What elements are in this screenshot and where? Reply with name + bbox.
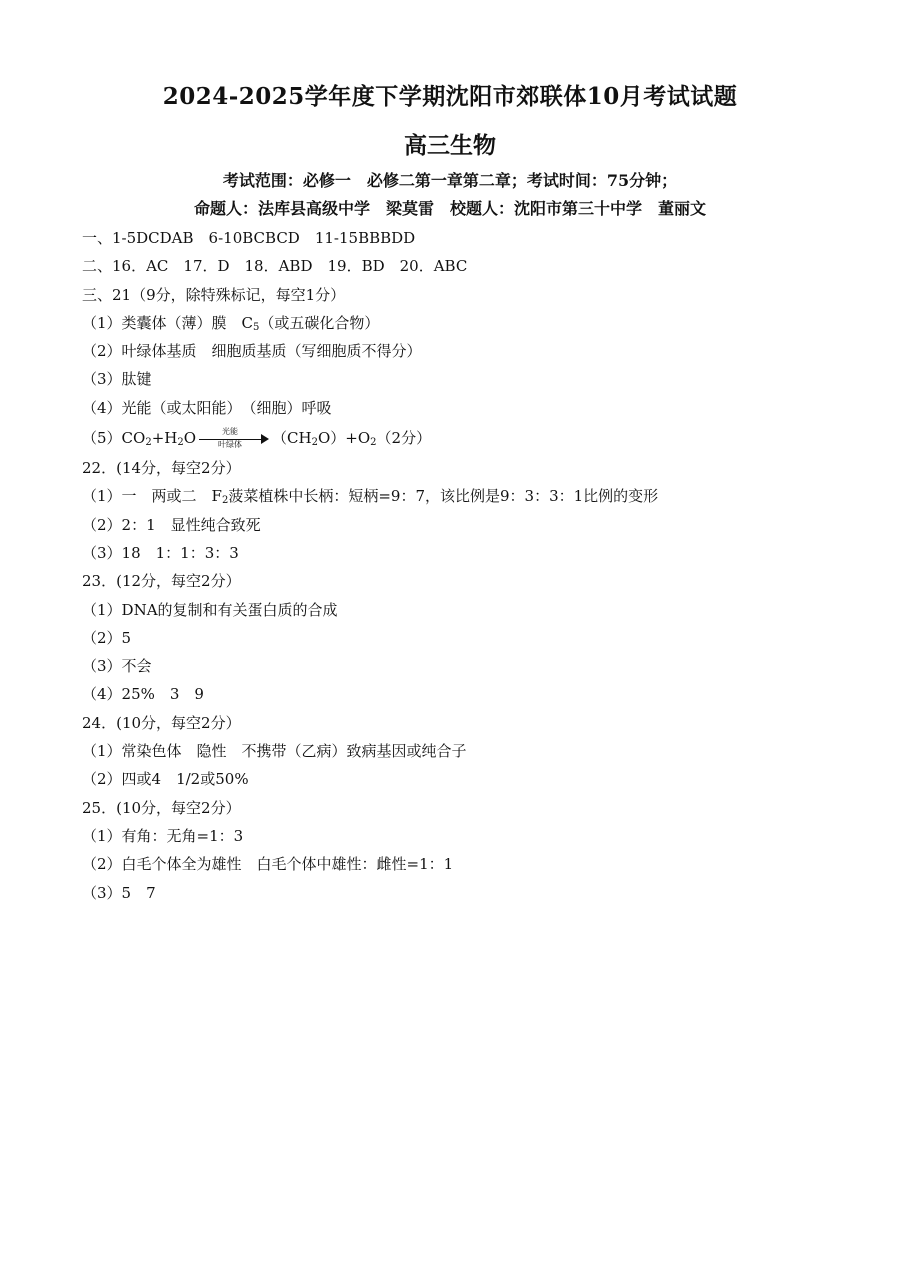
equation-score: （2分） bbox=[376, 429, 432, 448]
q22-heading: 22．(14分，每空2分） bbox=[82, 459, 241, 478]
q22-answer-3: （3）18 1：1：3：3 bbox=[82, 543, 239, 562]
equation-h2o-subscript: 2 bbox=[177, 437, 184, 449]
q22-a1-explanation: 菠菜植株中长柄：短柄=9：7，该比例是9：3：3：1比例的变形 bbox=[228, 487, 659, 506]
q22-answer-2: （2）2：1 显性纯合致死 bbox=[82, 515, 261, 534]
exam-scope-line: 考试范围：必修一 必修二第一章第二章；考试时间：75分钟； bbox=[222, 171, 678, 190]
q25-answer-1: （1）有角：无角=1：3 bbox=[82, 826, 244, 845]
q22-answer-1 bbox=[82, 482, 862, 510]
q23-answer-4: （4）25% 3 9 bbox=[82, 685, 204, 704]
arrow-head bbox=[261, 434, 269, 444]
q25-heading: 25．(10分，每空2分） bbox=[82, 798, 241, 817]
arrow-condition-top: 光能 bbox=[222, 427, 239, 437]
q23-answer-2: （2）5 bbox=[82, 628, 132, 647]
q21-a1-subscript: 5 bbox=[253, 321, 260, 333]
q21-a1-text: （1）类囊体（薄）膜 C bbox=[82, 313, 254, 332]
q21-a1-note: （或五碳化合物） bbox=[259, 313, 380, 332]
q21-answer-3: （3）肽键 bbox=[82, 370, 152, 389]
answers-list bbox=[82, 224, 862, 907]
q21-answer-4: （4）光能（或太阳能） （细胞）呼吸 bbox=[82, 398, 332, 417]
q23-answer-1: （1）DNA的复制和有关蛋白质的合成 bbox=[82, 600, 338, 619]
q21-answer-2: （2）叶绿体基质 细胞质基质（写细胞质不得分） bbox=[82, 342, 422, 361]
q24-heading: 24．(10分，每空2分） bbox=[82, 713, 241, 732]
q23-heading: 23．(12分，每空2分） bbox=[82, 572, 241, 591]
reaction-arrow-icon bbox=[199, 429, 269, 449]
equation-co2: （5）CO bbox=[82, 429, 146, 448]
q24-answer-2: （2）四或4 1/2或50% bbox=[82, 770, 249, 789]
equation-plus-o2: O）+O bbox=[317, 429, 371, 448]
equation-o: O bbox=[183, 429, 197, 448]
equation-plus-h: +H bbox=[151, 429, 178, 448]
equation-ch2o: （CH bbox=[272, 429, 312, 448]
document-subtitle: 高三生物 bbox=[404, 132, 496, 159]
authors-line: 命题人：法库县高级中学 梁莫雷 校题人：沈阳市第三十中学 董丽文 bbox=[193, 199, 706, 218]
q25-answer-2: （2）白毛个体全为雄性 白毛个体中雄性：雌性=1：1 bbox=[82, 855, 454, 874]
document-title: 2024-2025学年度下学期沈阳市郊联体10月考试试题 bbox=[162, 83, 738, 110]
q21-answer-1 bbox=[82, 309, 862, 337]
single-choice-answers: 一、1-5DCDAB 6-10BCBCD 11-15BBBDD bbox=[82, 229, 416, 247]
equation-ch2o-subscript: 2 bbox=[311, 437, 318, 449]
q21-heading: 三、21（9分，除特殊标记，每空1分） bbox=[82, 285, 346, 304]
equation-co2-subscript: 2 bbox=[145, 437, 152, 449]
equation-o2-subscript: 2 bbox=[370, 437, 377, 449]
q25-answer-3: （3）5 7 bbox=[82, 883, 156, 902]
multi-choice-answers: 二、16．AC 17．D 18．ABD 19．BD 20．ABC bbox=[82, 257, 468, 276]
q22-a1-subscript: 2 bbox=[221, 495, 229, 507]
arrow-condition-bottom: 叶绿体 bbox=[218, 440, 243, 450]
q23-answer-3: （3）不会 bbox=[82, 657, 152, 676]
q22-a1-text: （1）一 两或二 F bbox=[82, 487, 222, 506]
q24-answer-1: （1）常染色体 隐性 不携带（乙病）致病基因或纯合子 bbox=[82, 742, 467, 761]
q21-answer-5-equation bbox=[82, 422, 862, 454]
